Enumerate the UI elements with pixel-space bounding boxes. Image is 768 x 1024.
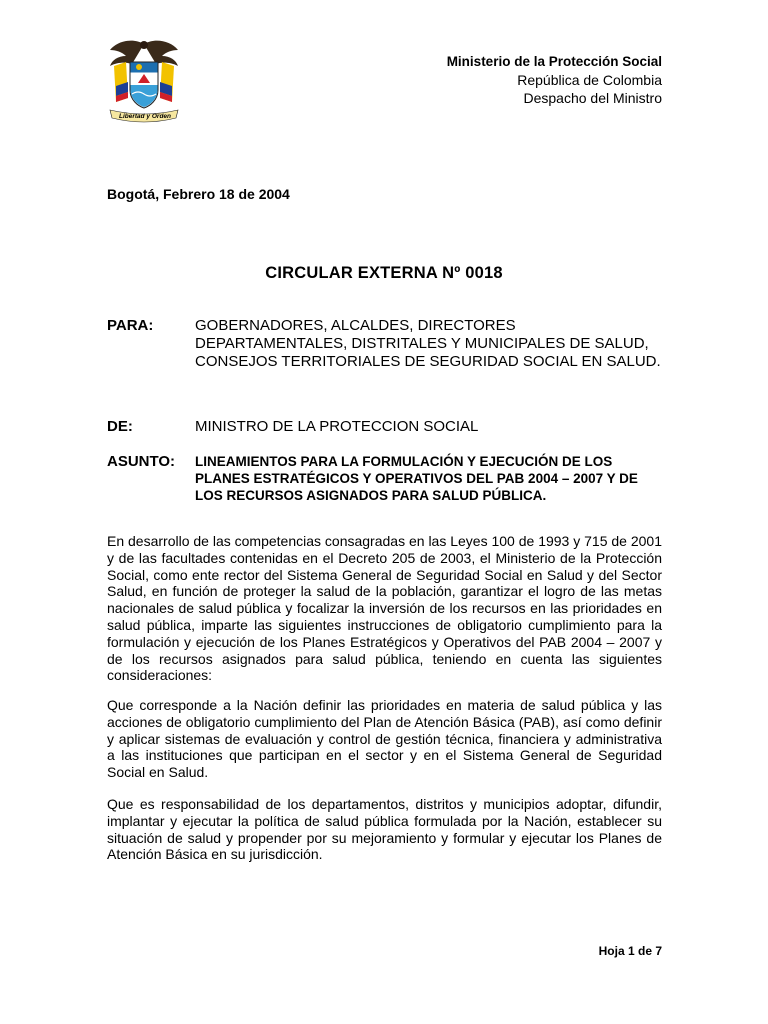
field-para: [107, 317, 662, 371]
office-name: Despacho del Ministro: [523, 90, 662, 106]
date-line: Bogotá, Febrero 18 de 2004: [107, 186, 290, 202]
field-asunto: [107, 453, 662, 504]
field-value: GOBERNADORES, ALCALDES, DIRECTORES DEPARTAMENTALES, DISTRITALES Y MUNICIPALES DE SALUD, CONSEJOS TERRITORIALES DE SEGURIDAD SOCIAL EN SALUD.: [195, 317, 661, 370]
document-title: CIRCULAR EXTERNA Nº 0018: [265, 264, 503, 282]
letterhead: [447, 53, 662, 107]
field-label: DE:: [107, 418, 133, 435]
page-number: Hoja 1 de 7: [598, 944, 662, 958]
body-paragraph: Que es responsabilidad de los departamentos, distritos y municipios adoptar, difundir, implantar y ejecutar la política de salud pública formulada por la Nación, establecer su situación de salud y propender por su mejoramiento y formular y ejecutar los Planes de Atención Básica en su jurisdicción.: [107, 796, 662, 863]
field-de: [107, 418, 662, 436]
motto-text: Libertad y Orden: [118, 113, 171, 120]
body-paragraph: Que corresponde a la Nación definir las prioridades en materia de salud pública y las acciones de obligatorio cumplimiento del Plan de Atención Básica (PAB), así como definir y aplicar sistemas de evaluación y control de gestión técnica, financiera y administrativa a las instituciones que participan en el sector y en el Sistema General de Seguridad Social en Salud.: [107, 697, 662, 781]
country-name: República de Colombia: [517, 72, 662, 88]
field-label: PARA:: [107, 317, 154, 334]
field-label: ASUNTO:: [107, 453, 176, 470]
field-value: LINEAMIENTOS PARA LA FORMULACIÓN Y EJECUCIÓN DE LOS PLANES ESTRATÉGICOS Y OPERATIVOS DEL PAB 2004 – 2007 Y DE LOS RECURSOS ASIGNADOS PARA SALUD PÚBLICA.: [195, 454, 638, 503]
ministry-name: Ministerio de la Protección Social: [446, 54, 662, 69]
body-paragraph: En desarrollo de las competencias consagradas en las Leyes 100 de 1993 y 715 de 2001 y de las facultades contenidas en el Decreto 205 de 2003, el Ministerio de la Protección Social, como ente rector del Sistema General de Seguridad Social en Salud y del Sector Salud, en función de proteger la salud de la población, garantizar el logro de las metas nacionales de salud pública y focalizar la inversión de los recursos en las prioridades en salud pública, imparte las siguientes instrucciones de obligatorio cumplimiento para la formulación y ejecución de los Planes Estratégicos y Operativos del PAB 2004 – 2007 y de los recursos asignados para salud pública, teniendo en cuenta las siguientes consideraciones:: [107, 533, 662, 684]
field-value: MINISTRO DE LA PROTECCION SOCIAL: [195, 418, 479, 435]
